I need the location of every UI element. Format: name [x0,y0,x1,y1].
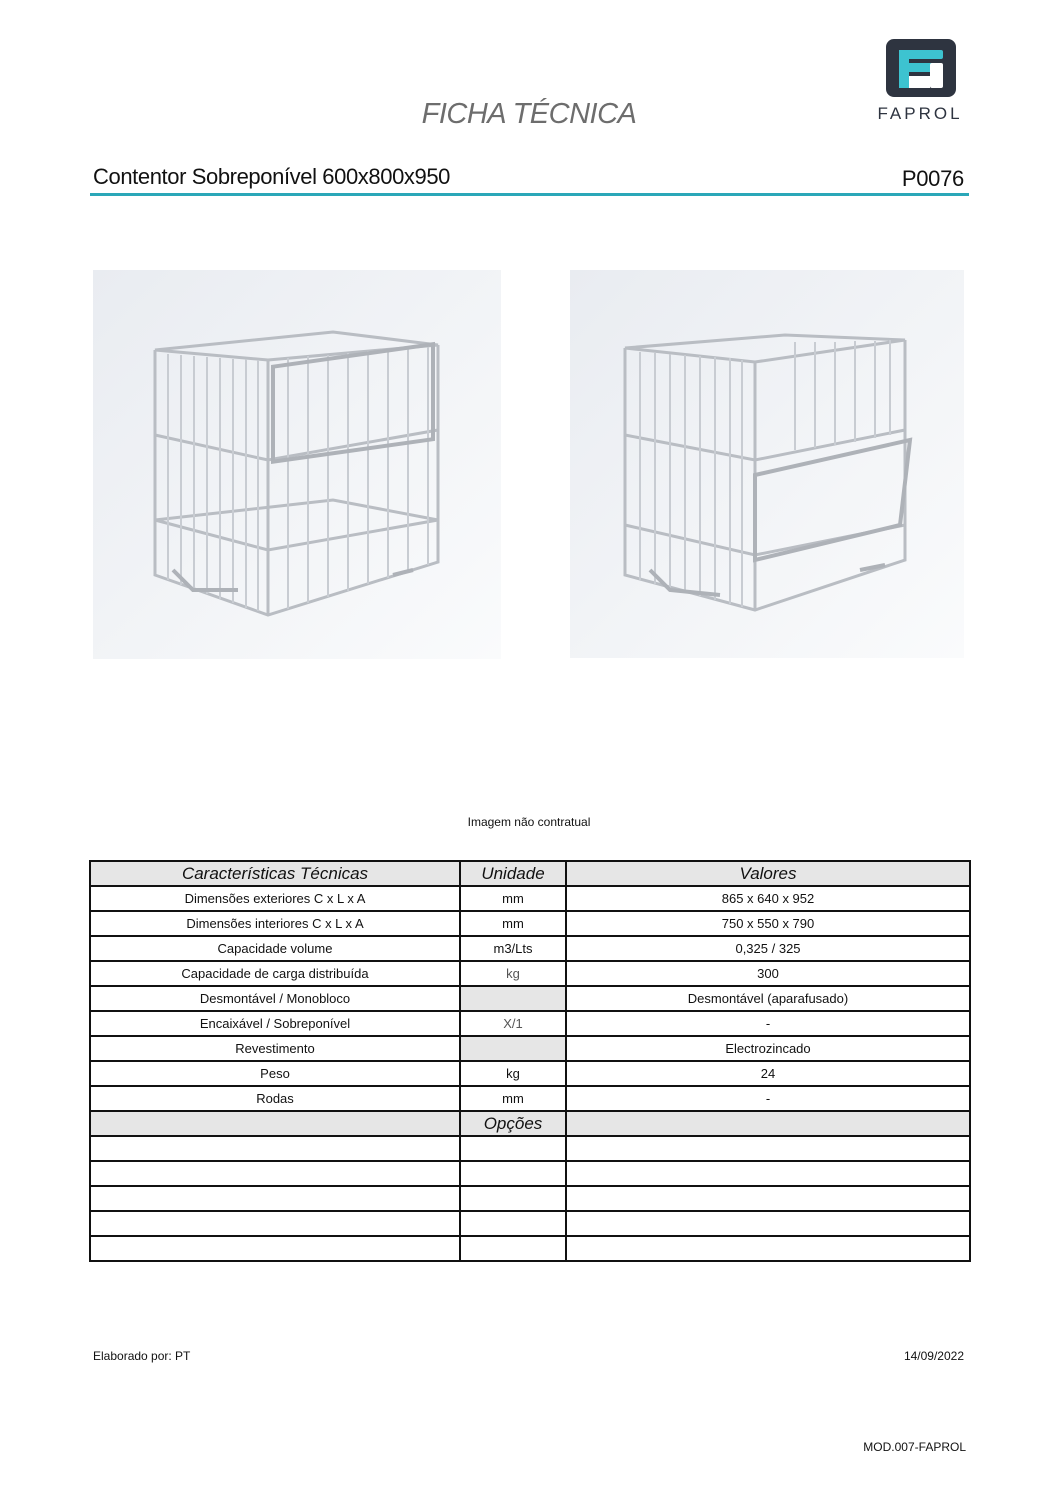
spec-value: 24 [566,1061,970,1086]
technical-specs-table [89,860,971,1262]
table-row [90,986,970,1011]
options-header-row [90,1111,970,1136]
spec-value: Electrozincado [566,1036,970,1061]
spec-value: Desmontável (aparafusado) [566,986,970,1011]
spec-label: Dimensões interiores C x L x A [90,911,460,936]
table-row [90,1011,970,1036]
spec-unit: mm [460,911,566,936]
spec-unit: m3/Lts [460,936,566,961]
spec-label: Desmontável / Monobloco [90,986,460,1011]
option-row [90,1211,970,1236]
table-row [90,936,970,961]
options-empty-cell [566,1111,970,1136]
spec-label: Encaixável / Sobreponível [90,1011,460,1036]
column-header-characteristics: Características Técnicas [90,861,460,886]
image-disclaimer: Imagem não contratual [467,815,591,829]
table-row [90,911,970,936]
spec-label: Peso [90,1061,460,1086]
faprol-logo [870,36,970,128]
option-row [90,1236,970,1261]
table-row [90,961,970,986]
spec-unit: X/1 [460,1011,566,1036]
options-empty-cell [90,1111,460,1136]
product-code: P0076 [901,166,964,191]
table-row [90,1036,970,1061]
spec-label: Capacidade volume [90,936,460,961]
document-title: FICHA TÉCNICA [421,98,637,130]
spec-label: Dimensões exteriores C x L x A [90,886,460,911]
product-image-closed [93,270,501,659]
model-code: MOD.007-FAPROL [863,1440,966,1454]
spec-label: Capacidade de carga distribuída [90,961,460,986]
spec-unit: kg [460,1061,566,1086]
title-underline [90,193,969,196]
spec-unit: kg [460,961,566,986]
table-row [90,1086,970,1111]
option-row [90,1136,970,1161]
table-header-row [90,861,970,886]
brand-name: FAPROL [877,104,963,123]
spec-value: 865 x 640 x 952 [566,886,970,911]
table-row [90,1061,970,1086]
column-header-values: Valores [566,861,970,886]
spec-unit: mm [460,886,566,911]
product-name: Contentor Sobreponível 600x800x950 [93,164,451,189]
prepared-by: Elaborado por: PT [93,1349,191,1363]
spec-value: 750 x 550 x 790 [566,911,970,936]
option-row [90,1161,970,1186]
spec-unit [460,1036,566,1061]
spec-value: 0,325 / 325 [566,936,970,961]
spec-unit [460,986,566,1011]
spec-value: - [566,1086,970,1111]
spec-value: 300 [566,961,970,986]
column-header-unit: Unidade [460,861,566,886]
spec-label: Rodas [90,1086,460,1111]
document-date: 14/09/2022 [903,1349,964,1363]
spec-value: - [566,1011,970,1036]
product-image-open-gate [570,270,964,658]
options-label: Opções [460,1111,566,1136]
option-row [90,1186,970,1211]
spec-label: Revestimento [90,1036,460,1061]
spec-unit: mm [460,1086,566,1111]
table-row [90,886,970,911]
